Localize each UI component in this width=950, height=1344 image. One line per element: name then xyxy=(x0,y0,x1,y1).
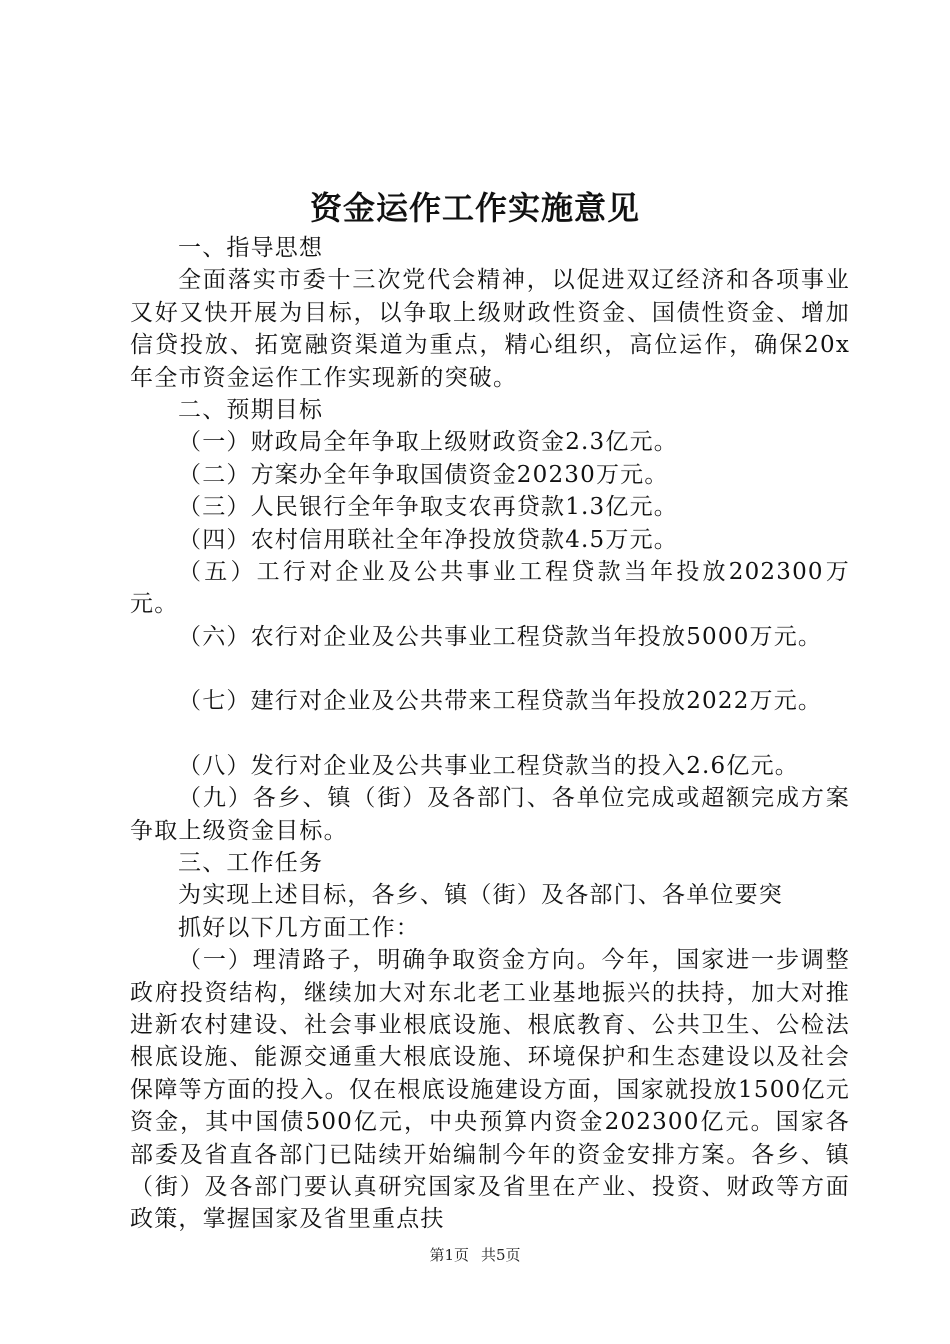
goal-item-5: （五）工行对企业及公共事业工程贷款当年投放202300万元。 xyxy=(130,559,850,618)
section-heading-work-tasks: 三、工作任务 xyxy=(178,849,324,876)
document-title: 资金运作工作实施意见 xyxy=(309,189,640,227)
task-item-1: （一）理清路子，明确争取资金方向。今年，国家进一步调整政府投资结构，继续加大对东北老工业基地振兴的扶持，加大对推进新农村建设、社会事业根底设施、根底教育、公共卫生、公检法根底设施、能源交通重大根底设施、环境保护和生态建设以及社会保障等方面的投入。仅在根底设施建设方面，国家就投放1500亿元资金，其中国债500亿元，中央预算内资金202300亿元。国家各部委及省直各部门已陆续开始编制今年的资金安排方案。各乡、镇（街）及各部门要认真研究国家及省里在产业、投资、财政等方面政策，掌握国家及省里重点扶 xyxy=(130,947,850,1233)
section-heading-guiding-ideology: 一、指导思想 xyxy=(178,235,324,261)
paragraph-work-tasks-intro-cont: 抓好以下几方面工作： xyxy=(178,914,420,941)
goal-item-4: （四）农村信用联社全年净投放贷款4.5万元。 xyxy=(178,526,678,553)
page-footer xyxy=(0,1245,950,1265)
paragraph-guiding-ideology: 全面落实市委十三次党代会精神，以促进双辽经济和各项事业又好又快开展为目标，以争取上级财政性资金、国债性资金、增加信贷投放、拓宽融资渠道为重点，精心组织，高位运作，确保20x年全市资金运作工作实现新的突破。 xyxy=(130,267,850,391)
goal-item-1: （一）财政局全年争取上级财政资金2.3亿元。 xyxy=(178,429,678,456)
page-number: 第1页 xyxy=(429,1246,469,1264)
document-body xyxy=(130,232,850,1236)
goal-item-7: （七）建行对企业及公共带来工程贷款当年投放2022万元。 xyxy=(178,688,823,715)
goal-item-3: （三）人民银行全年争取支农再贷款1.3亿元。 xyxy=(178,494,678,521)
goal-item-8: （八）发行对企业及公共事业工程贷款当的投入2.6亿元。 xyxy=(178,752,799,779)
paragraph-work-tasks-intro: 为实现上述目标，各乡、镇（街）及各部门、各单位要突 xyxy=(178,882,783,909)
goal-item-2: （二）方案办全年争取国债资金20230万元。 xyxy=(178,461,669,488)
goal-item-9: （九）各乡、镇（街）及各部门、各单位完成或超额完成方案争取上级资金目标。 xyxy=(130,785,850,844)
page-total: 共5页 xyxy=(481,1246,521,1264)
section-heading-expected-goals: 二、预期目标 xyxy=(178,397,324,424)
goal-item-6: （六）农行对企业及公共事业工程贷款当年投放5000万元。 xyxy=(178,623,823,650)
